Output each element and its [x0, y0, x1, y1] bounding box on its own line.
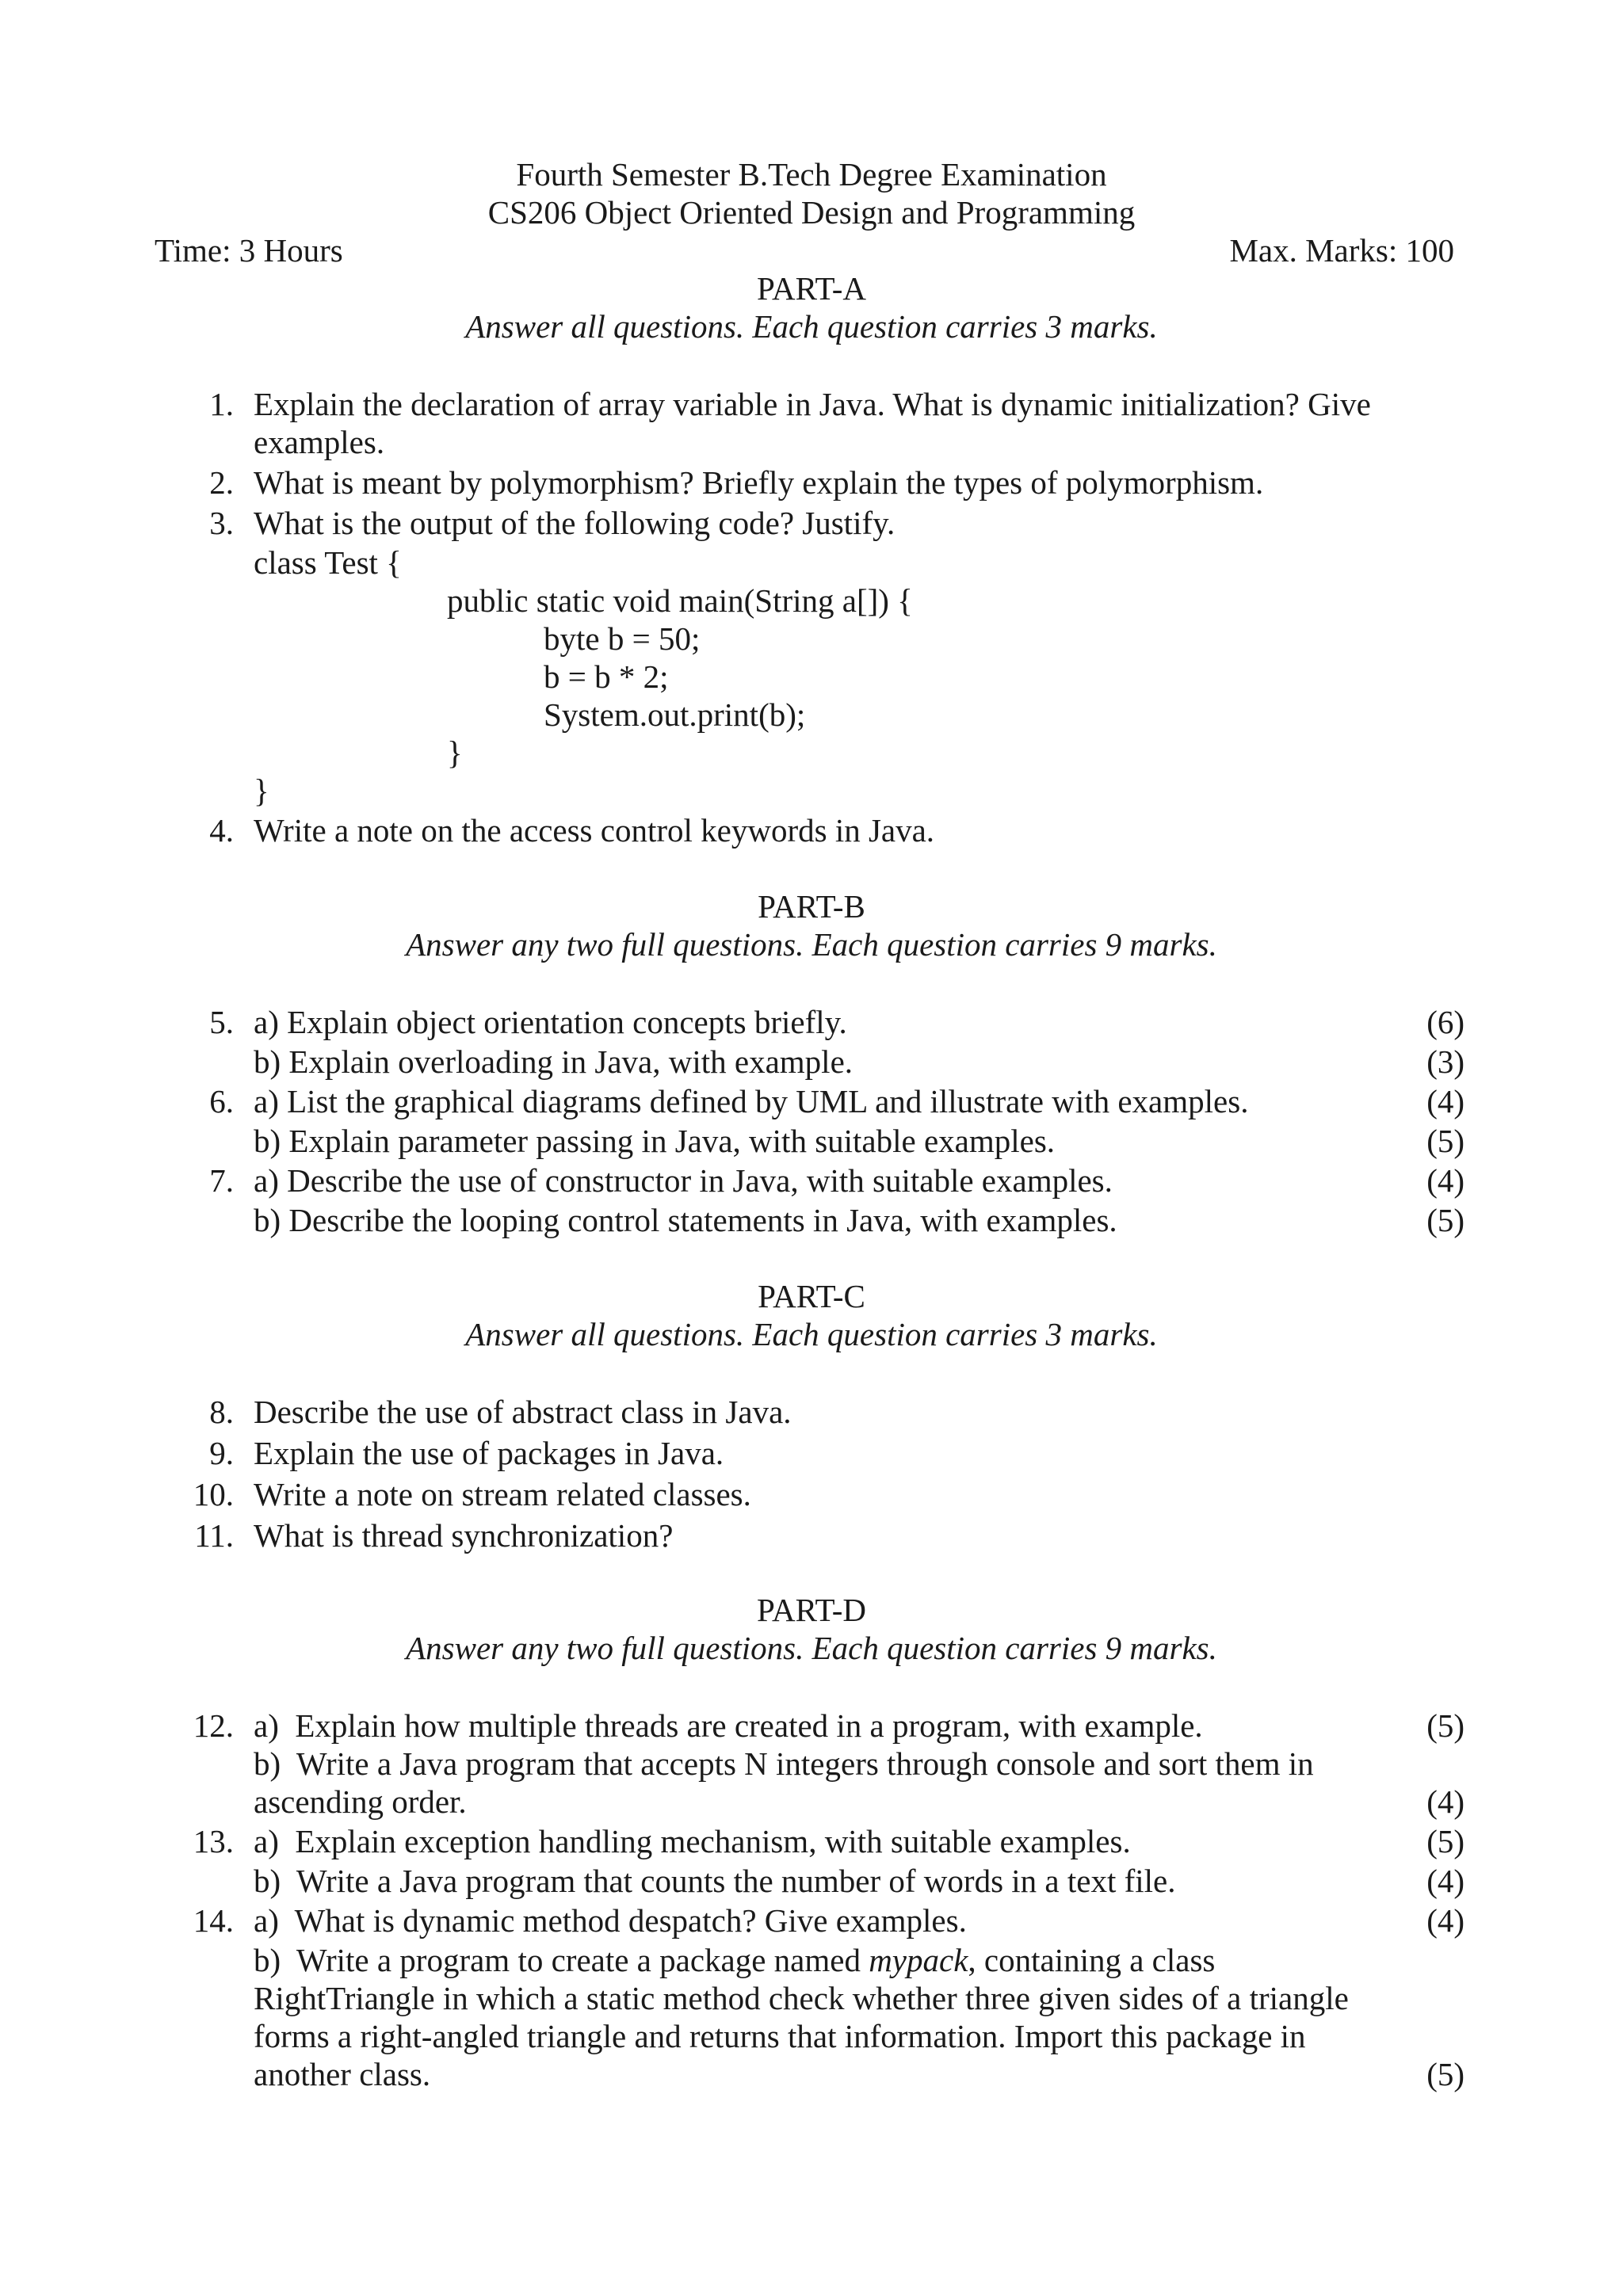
question-text: What is the output of the following code? Justify. — [254, 505, 896, 541]
marks: (4) — [1426, 1083, 1465, 1119]
code-line: b = b * 2; — [544, 658, 669, 695]
question-text: b) Describe the looping control statements in Java, with examples. — [254, 1202, 1117, 1238]
question-text: examples. — [254, 424, 385, 460]
code-line: } — [447, 734, 463, 771]
question-text: b) Write a Java program that counts the number of words in a text file. — [254, 1863, 1176, 1899]
time-label: Time: 3 Hours — [155, 232, 343, 269]
question-text: Describe the use of abstract class in Java. — [254, 1394, 792, 1430]
question-text: What is meant by polymorphism? Briefly explain the types of polymorphism. — [254, 464, 1264, 501]
question-text-part: , containing a class — [968, 1942, 1216, 1978]
question-text: a) Explain exception handling mechanism, with suitable examples. — [254, 1823, 1131, 1859]
package-name: mypack — [869, 1942, 968, 1978]
question-text: another class. — [254, 2056, 431, 2092]
marks: (3) — [1426, 1043, 1465, 1080]
marks: (4) — [1426, 1783, 1465, 1820]
marks: (6) — [1426, 1004, 1465, 1040]
question-text — [254, 1941, 1215, 1979]
question-text: Explain the declaration of array variable in Java. What is dynamic initialization? Give — [254, 386, 1371, 422]
part-d-title: PART-D — [756, 1592, 867, 1628]
marks: (4) — [1426, 1863, 1465, 1899]
code-line: } — [254, 772, 269, 809]
marks: (5) — [1426, 1707, 1465, 1744]
marks: (5) — [1426, 1202, 1465, 1238]
code-line: class Test { — [254, 544, 402, 581]
question-number: 11. — [194, 1517, 234, 1554]
question-text: b) Write a Java program that accepts N integers through console and sort them in — [254, 1745, 1314, 1782]
question-text: a) List the graphical diagrams defined by UML and illustrate with examples. — [254, 1083, 1249, 1119]
question-text: a) Describe the use of constructor in Java, with suitable examples. — [254, 1162, 1113, 1199]
code-line: byte b = 50; — [544, 620, 701, 657]
question-text: b) Explain parameter passing in Java, with suitable examples. — [254, 1123, 1056, 1159]
part-c-instruction: Answer all questions. Each question carries 3 marks. — [465, 1316, 1158, 1352]
question-number: 2. — [209, 464, 234, 501]
marks: (5) — [1426, 1123, 1465, 1159]
question-number: 13. — [193, 1823, 234, 1859]
course-title: CS206 Object Oriented Design and Programming — [487, 194, 1136, 231]
question-text: Explain the use of packages in Java. — [254, 1435, 724, 1471]
question-number: 10. — [193, 1476, 234, 1512]
code-line: System.out.print(b); — [544, 696, 806, 733]
part-c-title: PART-C — [758, 1278, 865, 1314]
question-text: RightTriangle in which a static method check whether three given sides of a triangle — [254, 1980, 1349, 2016]
part-b-title: PART-B — [758, 888, 865, 925]
question-text: Write a note on the access control keywords in Java. — [254, 812, 935, 849]
marks: (5) — [1426, 2056, 1465, 2092]
part-a-title: PART-A — [756, 270, 867, 307]
code-line: public static void main(String a[]) { — [447, 582, 913, 619]
marks: (4) — [1426, 1902, 1465, 1939]
question-text: a) What is dynamic method despatch? Give examples. — [254, 1902, 967, 1939]
question-text: a) Explain object orientation concepts briefly. — [254, 1004, 847, 1040]
question-text: forms a right-angled triangle and returns that information. Import this package in — [254, 2018, 1306, 2054]
max-marks-label: Max. Marks: 100 — [1229, 232, 1454, 269]
question-number: 9. — [209, 1435, 234, 1471]
part-a-instruction: Answer all questions. Each question carries 3 marks. — [465, 308, 1158, 345]
question-number: 5. — [209, 1004, 234, 1040]
question-text: What is thread synchronization? — [254, 1517, 674, 1554]
question-text: Write a note on stream related classes. — [254, 1476, 751, 1512]
question-number: 7. — [209, 1162, 234, 1199]
question-number: 4. — [209, 812, 234, 849]
question-number: 12. — [193, 1707, 234, 1744]
question-number: 1. — [209, 386, 234, 422]
question-text: ascending order. — [254, 1783, 467, 1820]
part-b-instruction: Answer any two full questions. Each question carries 9 marks. — [406, 926, 1217, 963]
question-number: 6. — [209, 1083, 234, 1119]
question-text: b) Explain overloading in Java, with example. — [254, 1043, 854, 1080]
question-number: 3. — [209, 505, 234, 541]
question-number: 14. — [193, 1902, 234, 1939]
marks: (5) — [1426, 1823, 1465, 1859]
part-d-instruction: Answer any two full questions. Each question carries 9 marks. — [406, 1630, 1217, 1666]
marks: (4) — [1426, 1162, 1465, 1199]
exam-title: Fourth Semester B.Tech Degree Examination — [516, 156, 1107, 193]
question-text-part: b) Write a program to create a package named — [254, 1942, 869, 1978]
question-number: 8. — [209, 1394, 234, 1430]
question-text: a) Explain how multiple threads are created in a program, with example. — [254, 1707, 1203, 1744]
